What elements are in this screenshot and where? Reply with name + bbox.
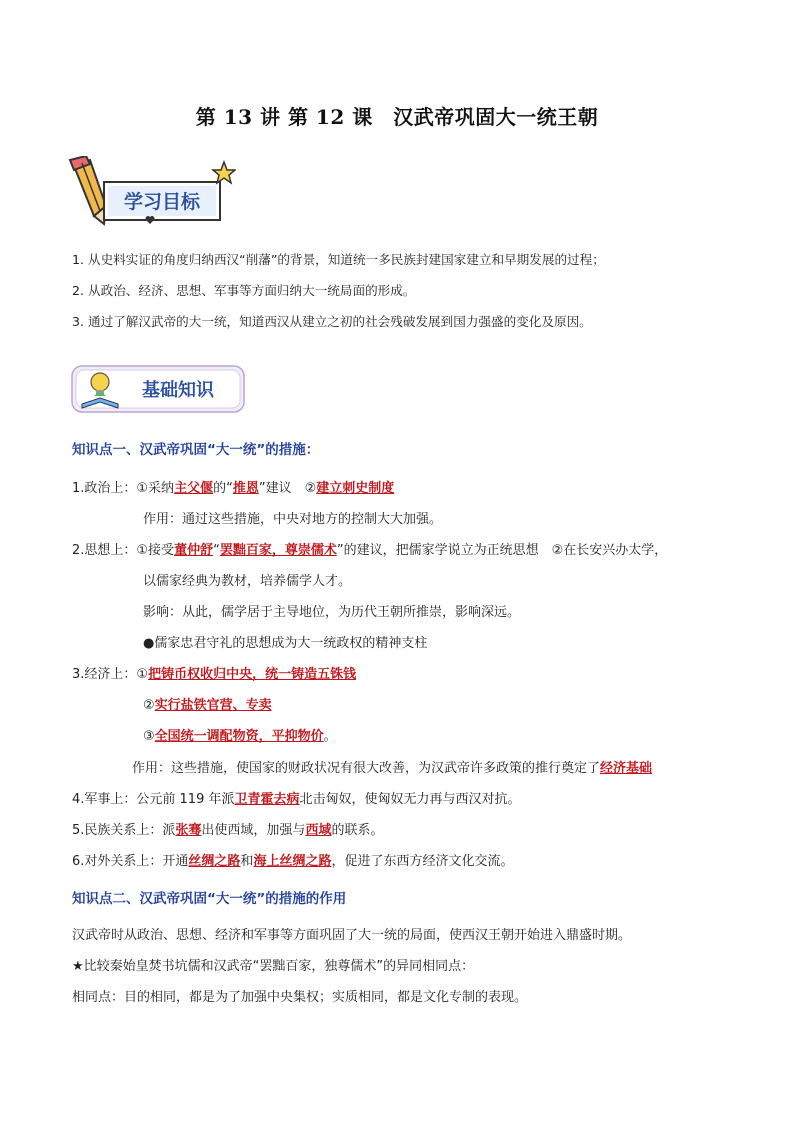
economy-effect: 作用：这些措施，使国家的财政状况有很大改善，为汉武帝许多政策的推行奠定了经济基础: [132, 761, 653, 776]
knowledge-point-2-title: 知识点二、汉武帝巩固“大一统”的措施的作用: [72, 891, 347, 907]
military-line: 4.军事上：公元前 119 年派卫青霍去病北击匈奴，使匈奴无力再与西汉对抗。: [72, 792, 521, 807]
kp2-text: 汉武帝时从政治、思想、经济和军事等方面巩固了大一统的局面，使西汉王朝开始进入鼎盛时期。: [72, 928, 632, 943]
star-icon: [213, 162, 235, 183]
thought-bullet: ●儒家忠君守礼的思想成为大一统政权的精神支柱: [143, 636, 428, 651]
compare-title: ★比较秦始皇焚书坑儒和汉武帝“罢黜百家，独尊儒术”的异同相同点：: [72, 959, 475, 974]
pencil-icon: [70, 156, 106, 224]
goal-1: 1. 从史料实证的角度归纳西汉“削藩”的背景，知道统一多民族封建国家建立和早期发展的过程；: [72, 252, 605, 267]
heart-icon: [146, 216, 155, 224]
economy-line-3: ③全国统一调配物资，平抑物价。: [143, 729, 337, 744]
knowledge-point-1-title: 知识点一、汉武帝巩固“大一统”的措施：: [72, 442, 320, 458]
goal-3: 3. 通过了解汉武帝的大一统，知道西汉从建立之初的社会残破发展到国力强盛的变化及原因。: [72, 314, 592, 329]
thought-line: 2.思想上：①接受董仲舒“罢黜百家，尊崇儒术”的建议，把儒家学说立为正统思想 ②在长安兴办太学，: [72, 543, 668, 558]
goal-2: 2. 从政治、经济、思想、军事等方面归纳大一统局面的形成。: [72, 283, 416, 298]
basic-knowledge-badge: [70, 364, 248, 416]
thought-effect: 影响：从此，儒学居于主导地位，为历代王朝所推崇，影响深远。: [143, 605, 521, 620]
badge1-label: 学习目标: [123, 191, 201, 213]
politics-line: 1.政治上：①采纳主父偃的“推恩”建议 ②建立刺史制度: [72, 481, 395, 496]
politics-effect: 作用：通过这些措施，中央对地方的控制大大加强。: [143, 512, 443, 527]
ethnic-line: 5.民族关系上：派张骞出使西域，加强与西域的联系。: [72, 823, 384, 838]
compare-same: 相同点：目的相同，都是为了加强中央集权；实质相同，都是文化专制的表现。: [72, 990, 528, 1005]
learning-goals-badge: [66, 156, 236, 230]
economy-line-2: ②实行盐铁官营、专卖: [143, 698, 272, 713]
foreign-line: 6.对外关系上：开通丝绸之路和海上丝绸之路，促进了东西方经济文化交流。: [72, 854, 514, 869]
page-title: 第 13 讲 第 12 课 汉武帝巩固大一统王朝: [195, 105, 599, 129]
economy-line-1: 3.经济上：①把铸币权收归中央，统一铸造五铢钱: [72, 667, 357, 682]
badge2-label: 基础知识: [142, 380, 214, 401]
thought-line-2: 以儒家经典为教材，培养儒学人才。: [143, 574, 352, 589]
